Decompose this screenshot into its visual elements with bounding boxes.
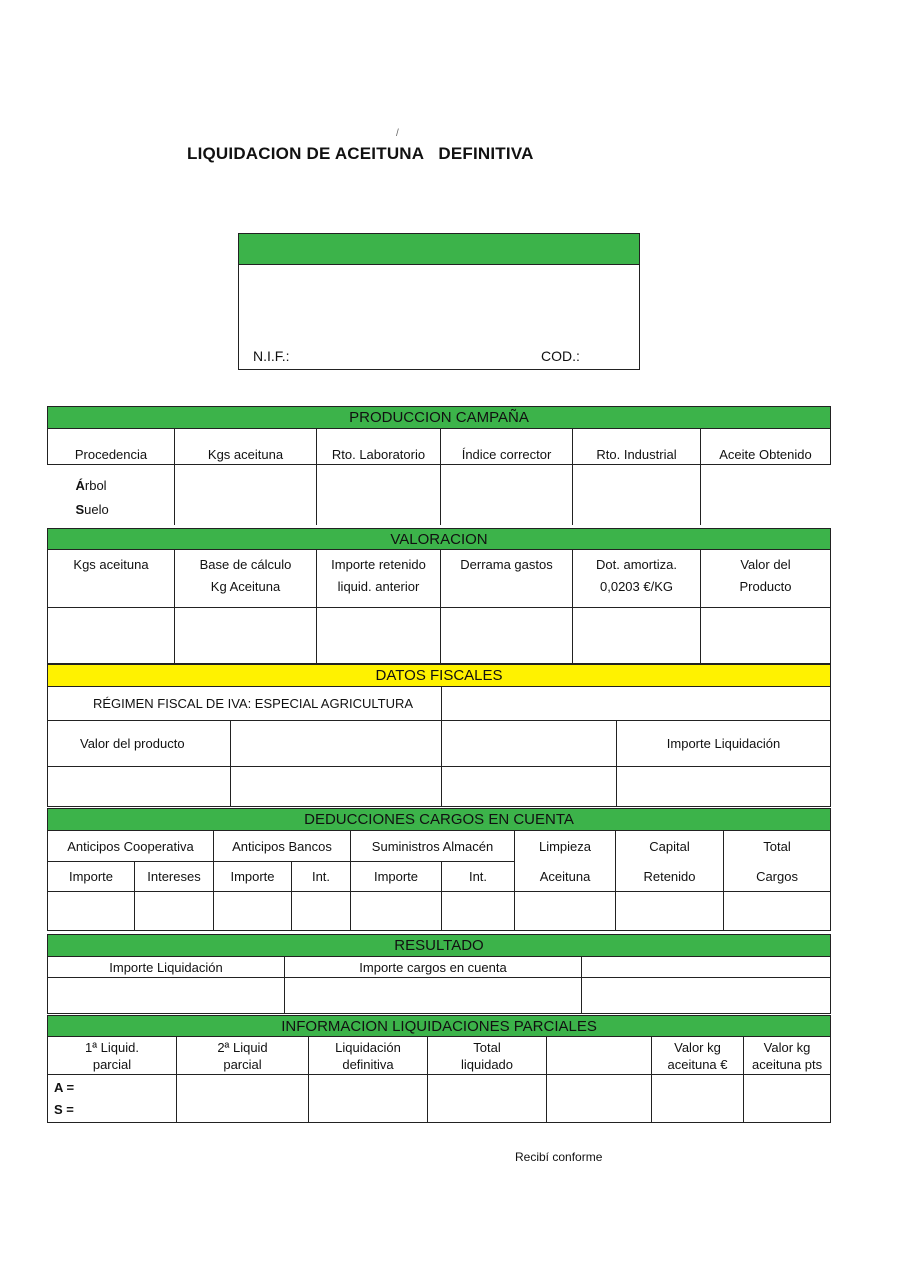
label-line: Total xyxy=(473,1039,501,1055)
header-importe-retenido xyxy=(317,550,441,608)
group-total: Total xyxy=(724,831,831,862)
cell-aceite xyxy=(701,465,831,525)
header-kgs-aceituna: Kgs aceituna xyxy=(175,429,317,465)
header-1a-liquid xyxy=(48,1037,177,1075)
par-cell xyxy=(428,1075,547,1123)
label-line: 1ª Liquid. xyxy=(85,1039,139,1055)
res-cell xyxy=(582,978,831,1014)
label-line: Base de cálculo xyxy=(199,557,292,572)
header-derrama-gastos xyxy=(441,550,573,608)
group-anticipos-cooperativa: Anticipos Cooperativa xyxy=(48,831,214,862)
cell-indice xyxy=(441,465,573,525)
deducciones-table xyxy=(47,808,831,931)
ded-cell xyxy=(515,892,616,931)
produccion-band: PRODUCCION CAMPAÑA xyxy=(48,407,831,429)
label-line: Dot. amortiza. xyxy=(596,557,677,572)
header-liquidacion-definitiva xyxy=(309,1037,428,1075)
deducciones-band: DEDUCCIONES CARGOS EN CUENTA xyxy=(48,809,831,831)
row-labels-a-s xyxy=(48,1075,177,1123)
val-cell xyxy=(48,608,175,664)
label-line: Liquidación xyxy=(335,1039,401,1055)
label-line: Importe retenido xyxy=(331,557,426,572)
regimen-blank xyxy=(442,687,831,721)
resultado-importe-liquidacion-label: Importe Liquidación xyxy=(48,957,285,978)
pen-mark-icon: / xyxy=(396,128,399,139)
header-blank xyxy=(547,1037,652,1075)
row-labels-arbol-suelo xyxy=(48,465,175,525)
par-cell xyxy=(547,1075,652,1123)
ded-cell xyxy=(442,892,515,931)
label-line: liquidado xyxy=(460,1056,514,1072)
ded-cell xyxy=(135,892,214,931)
par-cell xyxy=(177,1075,309,1123)
val-cell xyxy=(441,608,573,664)
ded-cell xyxy=(214,892,292,931)
fiscal-cell xyxy=(48,767,231,807)
resultado-importe-cargos-label: Importe cargos en cuenta xyxy=(285,957,582,978)
fiscales-table xyxy=(47,664,831,807)
header-aceite-obtenido: Aceite Obtenido xyxy=(701,429,831,465)
sub-retenido: Retenido xyxy=(616,862,724,892)
label-line: Valor del xyxy=(740,557,791,572)
sub-int: Int. xyxy=(442,862,515,892)
cell-rto-ind xyxy=(573,465,701,525)
group-anticipos-bancos: Anticipos Bancos xyxy=(214,831,351,862)
cell-rto-lab xyxy=(317,465,441,525)
label-line: 0,0203 €/KG xyxy=(600,579,673,594)
label-line: liquid. anterior xyxy=(337,579,420,594)
arbol-initial: Á xyxy=(75,477,85,493)
row-s-label: S = xyxy=(54,1101,74,1117)
label-line: Kgs aceituna xyxy=(73,557,149,572)
identification-header-bar xyxy=(239,234,639,265)
importe-liquidacion-label: Importe Liquidación xyxy=(617,721,831,767)
sub-int: Int. xyxy=(292,862,351,892)
fiscal-cell xyxy=(442,767,617,807)
fiscal-cell xyxy=(231,767,442,807)
label-line: 2ª Liquid xyxy=(217,1039,268,1055)
label-line: aceituna € xyxy=(667,1056,728,1072)
recibi-conforme: Recibí conforme xyxy=(515,1150,603,1164)
resultado-blank xyxy=(582,957,831,978)
fiscales-band: DATOS FISCALES xyxy=(48,665,831,687)
header-rto-laboratorio: Rto. Laboratorio xyxy=(317,429,441,465)
suelo-initial: S xyxy=(75,501,85,517)
val-cell xyxy=(701,608,831,664)
res-cell xyxy=(285,978,582,1014)
ded-cell xyxy=(616,892,724,931)
valor-producto-label: Valor del producto xyxy=(48,721,231,767)
valoracion-band: VALORACION xyxy=(48,529,831,550)
regimen-fiscal-label: RÉGIMEN FISCAL DE IVA: ESPECIAL AGRICULTURA xyxy=(48,687,442,721)
fiscal-blank xyxy=(231,721,442,767)
sub-cargos: Cargos xyxy=(724,862,831,892)
label-line: parcial xyxy=(92,1056,132,1072)
fiscal-cell xyxy=(617,767,831,807)
ded-cell xyxy=(724,892,831,931)
label-line: aceituna pts xyxy=(751,1056,823,1072)
sub-intereses: Intereses xyxy=(135,862,214,892)
header-base-calculo xyxy=(175,550,317,608)
fiscal-blank xyxy=(442,721,617,767)
group-limpieza: Limpieza xyxy=(515,831,616,862)
suelo-label: uelo xyxy=(84,501,109,517)
ded-cell xyxy=(351,892,442,931)
header-total-liquidado xyxy=(428,1037,547,1075)
label-line: Derrama gastos xyxy=(460,557,553,572)
header-valor-producto xyxy=(701,550,831,608)
page-title: LIQUIDACION DE ACEITUNA DEFINITIVA xyxy=(187,144,534,163)
valoracion-table xyxy=(47,528,831,664)
label-line: parcial xyxy=(223,1056,262,1072)
identification-box xyxy=(238,233,640,370)
resultado-band: RESULTADO xyxy=(48,935,831,957)
parciales-band: INFORMACION LIQUIDACIONES PARCIALES xyxy=(48,1016,831,1037)
res-cell xyxy=(48,978,285,1014)
header-2a-liquid xyxy=(177,1037,309,1075)
label-line: definitiva xyxy=(342,1056,394,1072)
header-indice-corrector: Índice corrector xyxy=(441,429,573,465)
ded-cell xyxy=(292,892,351,931)
label-line: Kg Aceituna xyxy=(210,579,281,594)
label-line: Valor kg xyxy=(763,1039,811,1055)
header-dot-amortiza xyxy=(573,550,701,608)
label-line: Producto xyxy=(739,579,792,594)
par-cell xyxy=(744,1075,831,1123)
sub-aceituna: Aceituna xyxy=(515,862,616,892)
label-line: Valor kg xyxy=(674,1039,721,1055)
sub-importe: Importe xyxy=(214,862,292,892)
group-capital: Capital xyxy=(616,831,724,862)
cell-kgs xyxy=(175,465,317,525)
header-valor-kg-pts xyxy=(744,1037,831,1075)
val-cell xyxy=(175,608,317,664)
par-cell xyxy=(652,1075,744,1123)
ded-cell xyxy=(48,892,135,931)
cod-label: COD.: xyxy=(541,348,580,364)
header-procedencia: Procedencia xyxy=(48,429,175,465)
sub-importe: Importe xyxy=(48,862,135,892)
header-rto-industrial: Rto. Industrial xyxy=(573,429,701,465)
nif-label: N.I.F.: xyxy=(253,348,290,364)
par-cell xyxy=(309,1075,428,1123)
parciales-table xyxy=(47,1015,831,1123)
arbol-label: rbol xyxy=(84,477,107,493)
sub-importe: Importe xyxy=(351,862,442,892)
row-a-label: A = xyxy=(54,1079,75,1095)
resultado-table xyxy=(47,934,831,1014)
produccion-table xyxy=(47,406,831,525)
header-val-kgs xyxy=(48,550,175,608)
group-suministros-almacen: Suministros Almacén xyxy=(351,831,515,862)
header-valor-kg-euro xyxy=(652,1037,744,1075)
val-cell xyxy=(317,608,441,664)
val-cell xyxy=(573,608,701,664)
